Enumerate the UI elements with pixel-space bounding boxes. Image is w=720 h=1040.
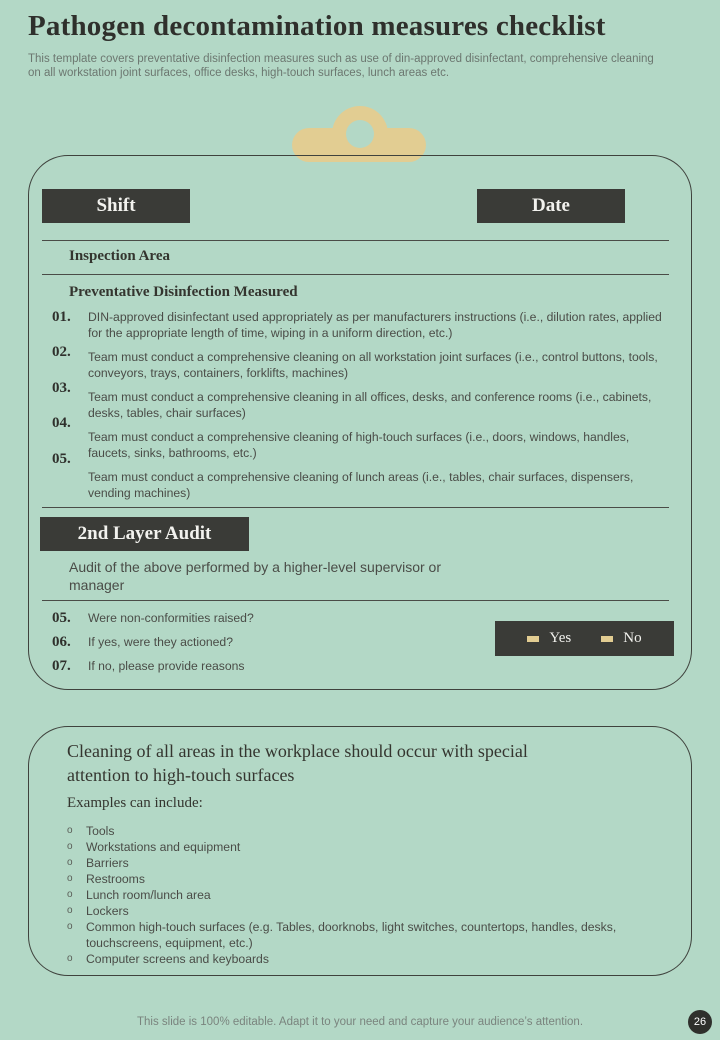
bullet-icon: o [67, 873, 73, 884]
divider [42, 507, 669, 508]
divider [42, 274, 669, 275]
audit-heading: 2nd Layer Audit [40, 517, 249, 551]
examples-subheading: Examples can include: [67, 795, 203, 811]
measure-text: Team must conduct a comprehensive cleaning in all offices, desks, and conference rooms (i.e., cabinets, desks, tables, chair surfaces) [88, 390, 652, 420]
bullet-icon: o [67, 905, 73, 916]
list-item [67, 919, 647, 951]
divider [42, 600, 669, 601]
list-item [67, 823, 647, 839]
footer-text: This slide is 100% editable. Adapt it to your need and capture your audience’s attention. [136, 1016, 584, 1028]
shift-field-label[interactable]: Shift [42, 189, 190, 223]
measure-number: 03. [52, 380, 71, 396]
page-subtitle: This template covers preventative disinfection measures such as use of din-approved disinfectant, comprehensive cleaning on all workstation joint surfaces, office desks, high-touch surfaces, lunch areas etc. [28, 53, 654, 79]
list-item-text: Barriers [86, 856, 129, 870]
examples-list [67, 823, 647, 967]
list-item-text: Lunch room/lunch area [86, 888, 211, 902]
measure-text: Team must conduct a comprehensive cleaning of high-touch surfaces (i.e., doors, windows, handles, faucets, sinks, bathrooms, etc.) [88, 430, 630, 460]
question-number: 05. [52, 610, 71, 626]
audit-description: Audit of the above performed by a higher-level supervisor or manager [69, 559, 441, 593]
bullet-icon: o [67, 857, 73, 868]
checkbox-icon [527, 636, 539, 642]
list-item [67, 839, 647, 855]
list-item [67, 903, 647, 919]
measures-heading: Preventative Disinfection Measured [69, 284, 298, 300]
question-number: 07. [52, 658, 71, 674]
yes-option[interactable] [527, 630, 571, 647]
measure-number: 05. [52, 451, 71, 467]
yes-no-selector [495, 621, 674, 656]
list-item-text: Tools [86, 824, 115, 838]
page-number: 26 [688, 1010, 712, 1034]
question-text: If yes, were they actioned? [88, 635, 233, 649]
question-text: If no, please provide reasons [88, 659, 245, 673]
measure-number: 02. [52, 344, 71, 360]
bullet-icon: o [67, 825, 73, 836]
page-title: Pathogen decontamination measures checklist [28, 10, 606, 42]
bullet-icon: o [67, 953, 73, 964]
measure-text: DIN-approved disinfectant used appropriately as per manufacturers instructions (i.e., dilution rates, applied for the appropriate length of time, wiping in a uniform direction, etc.) [88, 310, 662, 340]
no-label: No [623, 630, 642, 646]
measure-text: Team must conduct a comprehensive cleaning of lunch areas (i.e., tables, chair surfaces, dispensers, vending machines) [88, 470, 634, 500]
list-item-text: Restrooms [86, 872, 145, 886]
measure-text: Team must conduct a comprehensive cleaning on all workstation joint surfaces (i.e., control buttons, tools, conveyors, trays, containers, forklifts, machines) [88, 350, 658, 380]
list-item [67, 855, 647, 871]
divider [42, 240, 669, 241]
list-item-text: Workstations and equipment [86, 840, 241, 854]
inspection-area-label: Inspection Area [69, 248, 170, 264]
bullet-icon: o [67, 921, 73, 932]
question-text: Were non-conformities raised? [88, 611, 254, 625]
bullet-icon: o [67, 841, 73, 852]
clipboard-clip-hole [346, 120, 374, 148]
list-item [67, 951, 647, 967]
list-item [67, 871, 647, 887]
question-number: 06. [52, 634, 71, 650]
list-item [67, 887, 647, 903]
list-item-text: Lockers [86, 904, 129, 918]
no-option[interactable] [601, 630, 641, 647]
date-field-label[interactable]: Date [477, 189, 625, 223]
list-item-text: Common high-touch surfaces (e.g. Tables, doorknobs, light switches, countertops, handles, desks, touchscreens, equipment, etc.) [86, 920, 617, 950]
list-item-text: Computer screens and keyboards [86, 952, 269, 966]
measure-number: 01. [52, 309, 71, 325]
examples-heading: Cleaning of all areas in the workplace should occur with special attention to high-touch surfaces [67, 741, 528, 785]
bullet-icon: o [67, 889, 73, 900]
measure-number: 04. [52, 415, 71, 431]
checkbox-icon [601, 636, 613, 642]
yes-label: Yes [549, 630, 572, 646]
